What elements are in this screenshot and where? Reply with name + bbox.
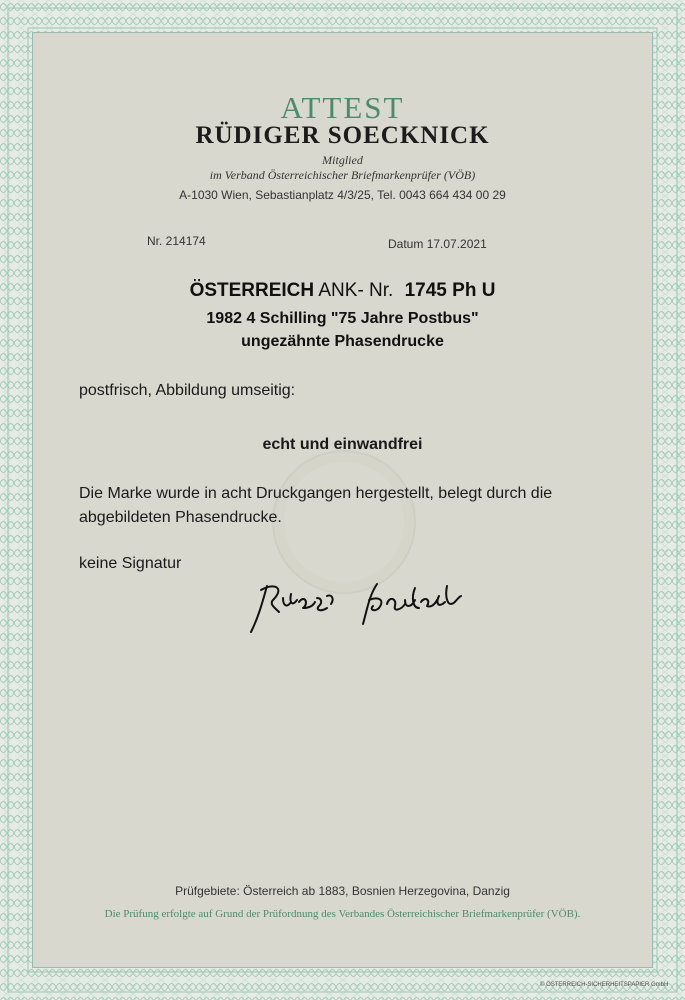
examination-areas: Prüfgebiete: Österreich ab 1883, Bosnien Herzegovina, Danzig <box>175 884 510 898</box>
description-text: Die Marke wurde in acht Druckgangen hergestellt, belegt durch die abgebildeten Phasendrucke. <box>79 485 553 526</box>
country-name: ÖSTERREICH <box>189 280 315 301</box>
signature-note: keine Signatur <box>79 555 182 572</box>
datum-value: 17.07.2021 <box>426 237 487 251</box>
stamp-variant: ungezähnte Phasendrucke <box>241 333 444 350</box>
stamp-description: 1982 4 Schilling "75 Jahre Postbus" <box>206 310 479 327</box>
handwritten-signature <box>245 572 475 642</box>
ank-label: ANK- Nr. <box>318 280 394 301</box>
datum-label: Datum <box>388 237 427 251</box>
certificate-title: ATTEST <box>280 90 405 125</box>
condition-text: postfrisch, Abbildung umseitig: <box>79 382 296 399</box>
nr-label: Nr. <box>147 234 166 248</box>
member-label: Mitglied <box>322 153 363 167</box>
examiner-name: RÜDIGER SOECKNICK <box>195 122 490 149</box>
certificate-date <box>388 237 487 251</box>
verdict-text: echt und einwandfrei <box>262 436 423 453</box>
certificate-number <box>147 234 206 248</box>
ank-number: 1745 Ph U <box>404 280 496 301</box>
nr-value: 214174 <box>165 234 206 248</box>
association-line: im Verband Österreichischer Briefmarkenprüfer (VÖB) <box>209 168 476 182</box>
subject-line <box>0 280 685 302</box>
paper-copyright: © ÖSTERREICH-SICHERHEITSPAPIER GmbH <box>540 982 669 988</box>
address-line: A-1030 Wien, Sebastianplatz 4/3/25, Tel. 0043 664 434 00 29 <box>179 188 506 202</box>
regulation-note: Die Prüfung erfolgte auf Grund der Prüfordnung des Verbandes Österreichischer Briefmarkenprüfer (VÖB). <box>104 908 581 920</box>
